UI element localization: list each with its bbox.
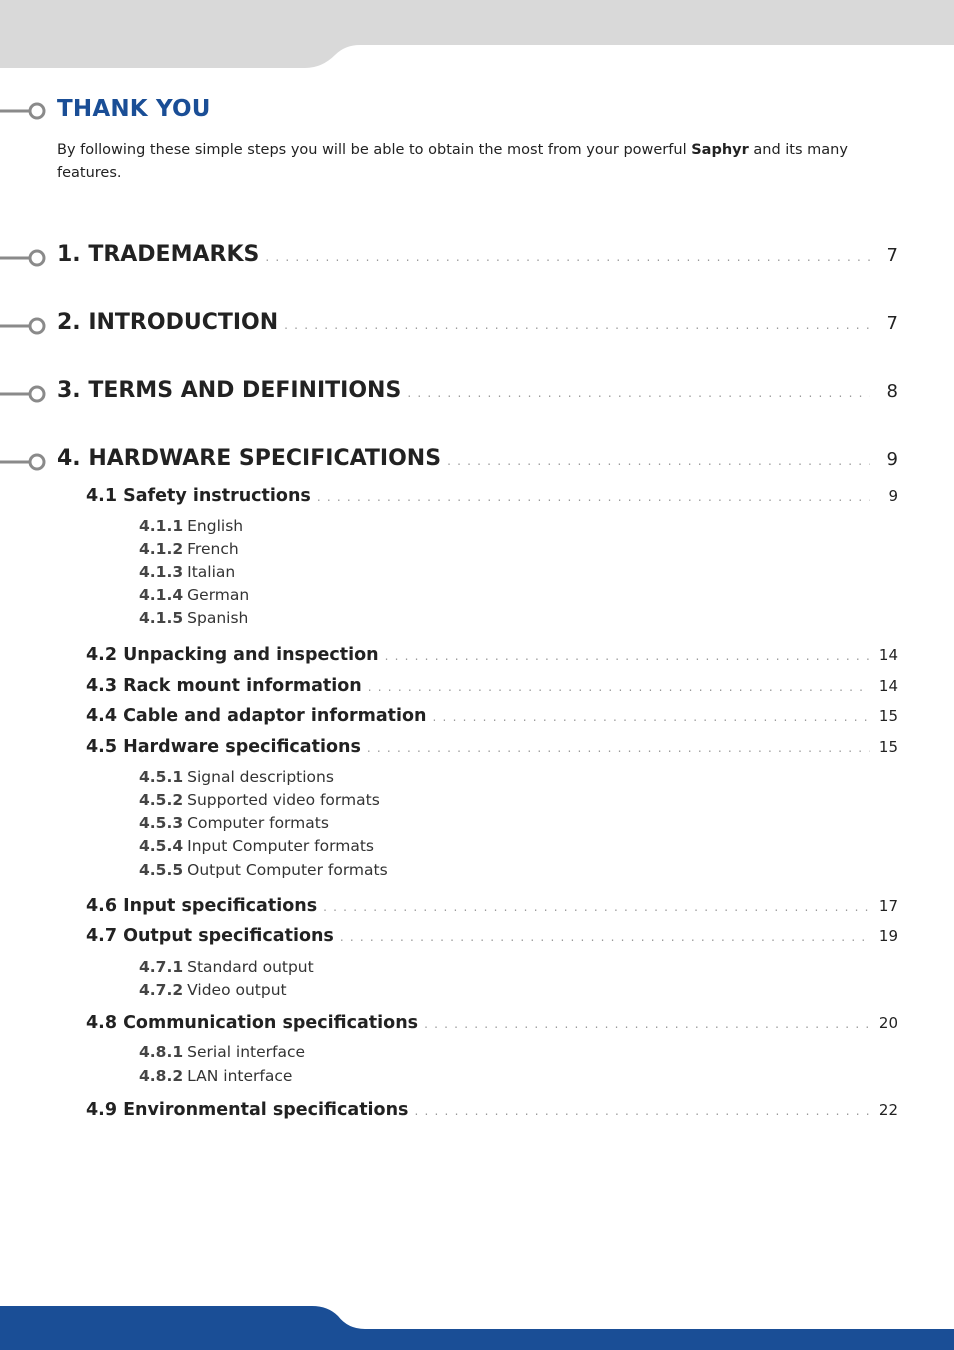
toc-page-number: 19 [878,927,898,945]
toc-entry-environmental-specifications[interactable] [86,1100,898,1120]
intro-text-end: and its many features. [57,142,848,181]
toc-subentry[interactable] [139,861,388,879]
toc-entry-output-specifications[interactable] [86,926,898,946]
toc-subentry[interactable] [139,586,249,604]
toc-subentry[interactable] [139,814,329,832]
toc-page-number: 15 [878,707,898,725]
section-bullet-icon [0,452,48,472]
toc-entry-cable-and-adaptor-information[interactable] [86,706,898,726]
toc-page-number: 14 [878,646,898,664]
toc-entry-safety-instructions[interactable] [86,486,898,506]
toc-leader [368,680,870,694]
thank-you-heading: THANK YOU [57,96,211,122]
subentry-label: Spanish [187,609,249,627]
toc-subentry[interactable] [139,1043,305,1061]
toc-subentry[interactable] [139,1067,292,1085]
toc-page-number: 9 [886,449,898,470]
toc-subentry[interactable] [139,958,314,976]
toc-entry-trademarks[interactable] [57,242,898,267]
toc-leader [447,454,870,468]
toc-subentry[interactable] [139,791,380,809]
subentry-number: 4.1.4 [139,586,184,604]
toc-subentry[interactable] [139,517,243,535]
section-bullet-icon [0,248,48,268]
toc-title: 1. TRADEMARKS [57,242,260,267]
toc-entry-hardware-specifications[interactable] [57,446,898,471]
subentry-number: 4.1.5 [139,609,184,627]
section-bullet-icon [0,316,48,336]
toc-title: 4.2 Unpacking and inspection [86,645,379,665]
subentry-number: 4.5.1 [139,768,184,786]
toc-leader [424,1017,870,1031]
toc-subentry[interactable] [139,609,248,627]
toc-leader [367,741,870,755]
toc-leader [433,710,870,724]
subentry-label: Output Computer formats [187,861,388,879]
subentry-label: German [187,586,250,604]
toc-page-number: 15 [878,738,898,756]
footer-band [0,1302,954,1350]
toc-entry-rack-mount-information[interactable] [86,676,898,696]
toc-subentry[interactable] [139,768,334,786]
subentry-number: 4.1.3 [139,563,184,581]
header-band [0,0,954,70]
toc-entry-input-specifications[interactable] [86,896,898,916]
product-name: Saphyr [691,142,749,158]
subentry-label: Video output [187,981,287,999]
toc-entry-introduction[interactable] [57,310,898,335]
toc-title: 4.9 Environmental specifications [86,1100,409,1120]
toc-entry-unpacking-and-inspection[interactable] [86,645,898,665]
subentry-number: 4.1.1 [139,517,184,535]
toc-title: 4.3 Rack mount information [86,676,362,696]
subentry-label: French [187,540,239,558]
toc-page-number: 20 [878,1014,898,1032]
subentry-label: Standard output [187,958,314,976]
subentry-number: 4.5.2 [139,791,184,809]
toc-leader [284,318,870,332]
toc-subentry[interactable] [139,563,235,581]
subentry-label: English [187,517,244,535]
toc-leader [317,490,870,504]
toc-title: 4.1 Safety instructions [86,486,311,506]
toc-subentry[interactable] [139,540,239,558]
subentry-label: Input Computer formats [187,837,374,855]
toc-page-number: 14 [878,677,898,695]
toc-leader [340,930,870,944]
toc-page-number: 7 [886,313,898,334]
subentry-label: Serial interface [187,1043,306,1061]
toc-leader [407,386,870,400]
toc-leader [414,1104,870,1118]
toc-subentry[interactable] [139,837,374,855]
toc-title: 4. HARDWARE SPECIFICATIONS [57,446,442,471]
toc-title: 4.8 Communication specifications [86,1013,419,1033]
toc-title: 2. INTRODUCTION [57,310,279,335]
subentry-label: LAN interface [187,1067,293,1085]
subentry-number: 4.7.2 [139,981,184,999]
toc-page-number: 8 [886,381,898,402]
toc-subentry[interactable] [139,981,287,999]
intro-text: By following these simple steps you will be able to obtain the most from your powerful [57,142,692,158]
toc-leader [323,900,870,914]
subentry-number: 4.5.4 [139,837,184,855]
toc-page-number: 17 [878,897,898,915]
subentry-number: 4.7.1 [139,958,184,976]
section-bullet-icon [0,101,48,121]
subentry-number: 4.5.5 [139,861,184,879]
toc-title: 4.4 Cable and adaptor information [86,706,427,726]
toc-entry-communication-specifications[interactable] [86,1013,898,1033]
toc-title: 3. TERMS AND DEFINITIONS [57,378,402,403]
toc-title: 4.6 Input specifications [86,896,318,916]
toc-leader [385,649,870,663]
subentry-label: Signal descriptions [187,768,334,786]
subentry-number: 4.8.1 [139,1043,184,1061]
subentry-label: Supported video formats [187,791,380,809]
subentry-label: Italian [187,563,236,581]
toc-leader [265,250,870,264]
toc-title: 4.5 Hardware specifications [86,737,361,757]
toc-title: 4.7 Output specifications [86,926,334,946]
section-bullet-icon [0,384,48,404]
intro-paragraph [57,139,899,185]
subentry-number: 4.5.3 [139,814,184,832]
subentry-number: 4.8.2 [139,1067,184,1085]
subentry-label: Computer formats [187,814,329,832]
toc-page-number: 22 [878,1101,898,1119]
toc-page-number: 9 [888,487,898,505]
toc-page-number: 7 [886,245,898,266]
toc-entry-terms-and-definitions[interactable] [57,378,898,403]
subentry-number: 4.1.2 [139,540,184,558]
toc-entry-hardware-specifications-sub[interactable] [86,737,898,757]
